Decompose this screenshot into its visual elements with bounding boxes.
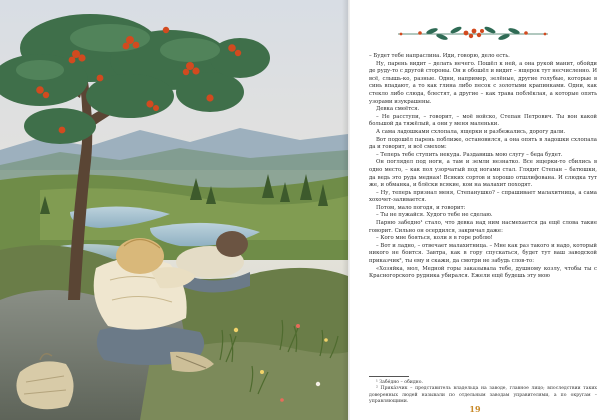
story-paragraph: А сама ладошками схлопала, ящерки и разбежались, дорогу дали. — [376, 128, 566, 135]
story-paragraph: «Хозяйка, мол, Медной горы заказывала тебе, душному козлу, чтобы ты с Красногорского рудника убирался. Ежели ещё будешь эту мою — [369, 265, 597, 280]
text-page — [350, 0, 600, 420]
story-paragraph: – Кого мне бояться, коли я в горе роблю! — [376, 235, 493, 242]
story-paragraph: – Вот и ладно, – отвечает малахитница. – Мне как раз такого и надо, который никого не боится. Завтра, как в гору спускаться, будет тут ваш заводской приказчик², ты ему и скажи, да смотри не забудь слов-то: — [369, 242, 597, 265]
story-text — [369, 53, 597, 281]
story-paragraph: – Будет тебе напраслина. Иди, говорю, дело есть. — [369, 53, 510, 59]
story-paragraph: – Ну, теперь признал меня, Степанушко? – спрашивает малахитница, а сама хохочет-заливается. — [369, 189, 597, 204]
footnote-separator — [369, 376, 409, 377]
page-number: 19 — [469, 404, 481, 414]
story-paragraph: Он поглядел под ноги, а там и земли незнатко. Все ящерки-то сбились в одно место, – как пол узорчатый под ногами стал. Глядит Степан – батюшки, да ведь это руда медная! Всяких сортов и хорошо отшлифована. И слюдка тут же, и обманка, и блёски всякие, кои на малахит походят. — [369, 159, 597, 189]
footnotes — [369, 380, 597, 405]
story-paragraph: – Ты не пужайся. Худого тебе не сделаю. — [376, 212, 493, 219]
story-paragraph: Ну, парень видит – делать нечего. Пошёл к ней, а она рукой манит, обойди де руду-то с другой стороны. Он и обошёл и видит – ящерок тут несчисленно. И всё, слышь-ко, разные. Одни, например, зелёные, другие голубые, которые в синь впадают, а то как глина либо песок с золотыми крапинками. Одни, как стекло либо слюда, блестят, а другие – как трава поблёклая, а которые опять узорами изукрашены. — [369, 60, 597, 105]
story-paragraph: – Не расступи, – говорит, – моё войско, Степан Петрович. Ты вон какой большой да тяжёлый, а они у меня маленьки. — [369, 113, 597, 128]
story-paragraph: Вот подошёл парень поближе, остановился, а она опять в ладошки схлопала да и говорит, и всё смехом: — [369, 136, 597, 151]
story-paragraph: – Теперь тебе ступить некуда. Раздавишь мою слугу – беда будет. — [376, 151, 563, 158]
story-paragraph: Потом, мало погодя, и говорит: — [376, 204, 466, 211]
story-paragraph: Парню забедно¹ стало, что девка над ним насмехается да ещё слова такие говорит. Сильно он осердился, закричал даже: — [369, 220, 597, 234]
footnote-1: ¹ Забе́дно – обидно. — [376, 380, 423, 385]
rowan-branch-ornament-icon — [398, 24, 548, 44]
footnote-2: ² Прика́зчик – представитель владельца на заводе, главное лицо; впоследствии таких доверенных людей называли по отдельным заводам управителями, а по округам – управляющими. — [369, 386, 597, 404]
story-paragraph: Девка смеётся. — [376, 106, 420, 113]
